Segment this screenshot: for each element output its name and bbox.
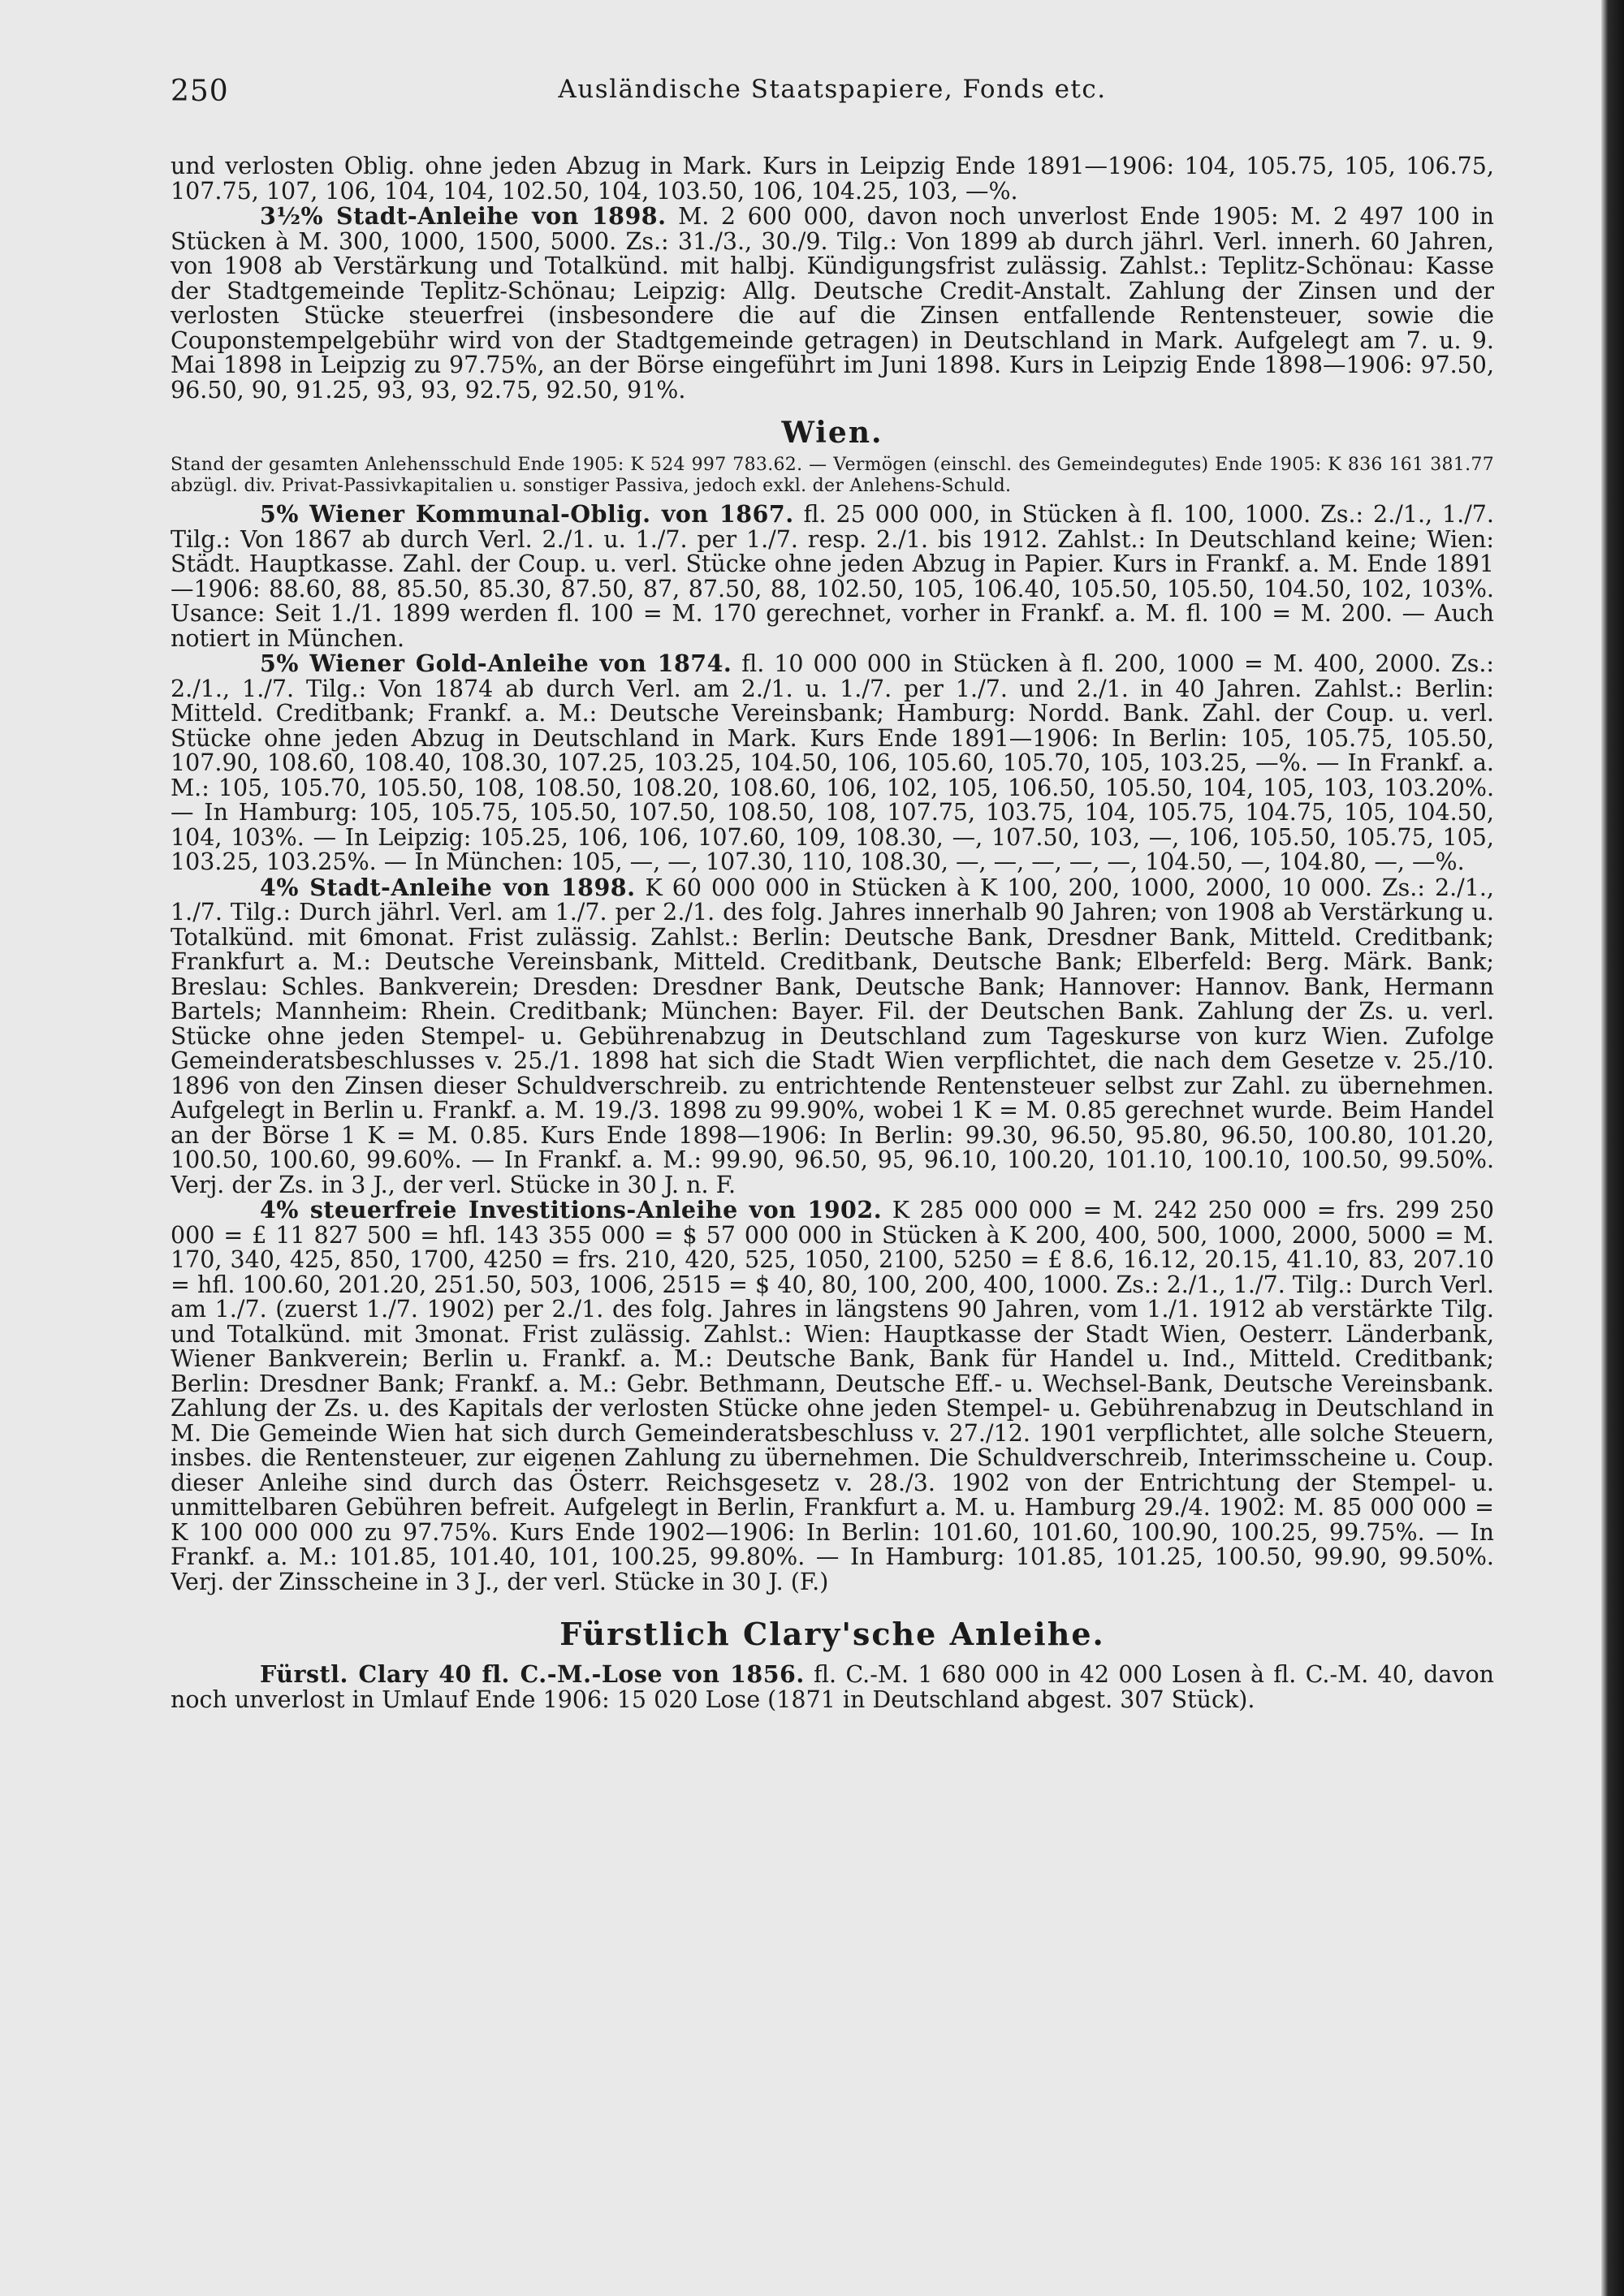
page-number: 250 (171, 75, 229, 108)
entry-kommunal-oblig-1867 (171, 502, 1494, 651)
entry-text: fl. 25 000 000, in Stücken à fl. 100, 1000. Zs.: 2./1., 1./7. Tilg.: Von 1867 ab durch Verl. 2./1. u. 1./7. per 1./7. resp. 2./1. bis 1912. Zahlst.: In Deutschland keine; Wien: Städt. Hauptkasse. Zahl. der Coup. u. verl. Stücke ohne jeden Abzug in Papier. Kurs in Frankf. a. M. Ende 1891—1906: 88.60, 88, 85.50, 85.30, 87.50, 87, 87.50, 88, 102.50, 105, 106.40, 105.50, 105.50, 104.50, 102, 103%. Usance: Seit 1./1. 1899 werden fl. 100 = M. 170 gerechnet, vorher in Frankf. a. M. fl. 100 = M. 200. — Auch notiert in München. (171, 501, 1494, 652)
paragraph-text: und verlosten Oblig. ohne jeden Abzug in Mark. Kurs in Leipzig Ende 1891—1906: 104, 105.75, 105, 106.75, 107.75, 107, 106, 104, 104, 102.50, 104, 103.50, 106, 104.25, 103, —%. (171, 153, 1494, 205)
entry-heading: 5% Wiener Kommunal-Oblig. von 1867. (260, 500, 794, 528)
note-text: Stand der gesamten Anlehensschuld Ende 1905: K 524 997 783.62. — Vermögen (einschl. des Gemeindegutes) Ende 1905: K 836 161 381.77 abzügl. div. Privat-Passivkapitalien u. sonstiger Passiva, jedoch exkl. der Anlehens-Schuld. (171, 455, 1494, 496)
city-heading-wien: Wien. (781, 416, 883, 450)
entry-stadt-anleihe-1898-wien (171, 875, 1494, 1198)
document-page (171, 65, 1494, 2257)
entry-stadt-anleihe-1898-teplitz (171, 204, 1494, 403)
page-edge-shadow (1601, 0, 1624, 2296)
paragraph-continuation (171, 154, 1494, 204)
entry-heading: 3½% Stadt-Anleihe von 1898. (260, 202, 667, 230)
entry-text: K 285 000 000 = M. 242 250 000 = frs. 299 250 000 = £ 11 827 500 = hfl. 143 355 000 = $ 57 000 000 in Stücken à K 200, 400, 500, 1000, 2000, 5000 = M. 170, 340, 425, 850, 1700, 4250 = frs. 210, 420, 525, 1050, 2100, 5250 = £ 8.6, 16.12, 20.15, 41.10, 83, 207.10 = hfl. 100.60, 201.20, 251.50, 503, 1006, 2515 = $ 40, 80, 100, 200, 400, 1000. Zs.: 2./1., 1./7. Tilg.: Durch Verl. am 1./7. (zuerst 1./7. 1902) per 2./1. des folg. Jahres in längstens 90 Jahren, vom 1./1. 1912 ab verstärkte Tilg. und Totalkünd. mit 3monat. Frist zulässig. Zahlst.: Wien: Hauptkasse der Stadt Wien, Oesterr. Länderbank, Wiener Bankverein; Berlin u. Frankf. a. M.: Deutsche Bank, Bank für Handel u. Ind., Mitteld. Creditbank; Berlin: Dresdner Bank; Frankf. a. M.: Gebr. Bethmann, Deutsche Eff.- u. Wechsel-Bank, Deutsche Vereinsbank. Zahlung der Zs. u. des Kapitals der verlosten Stücke ohne jeden Stempel- u. Gebührenabzug in Deutschland in M. Die Gemeinde Wien hat sich durch Gemeinderatsbeschluss v. 27./12. 1901 verpflichtet, alle solche Steuern, insbes. die Rentensteuer, zur eigenen Zahlung zu übernehmen. Die Schuldverschreib, Interimsscheine u. Coup. dieser Anleihe sind durch das Österr. Reichsgesetz v. 28./3. 1902 von der Entrichtung der Stempel- u. unmittelbaren Gebühren befreit. Aufgelegt in Berlin, Frankfurt a. M. u. Hamburg 29./4. 1902: M. 85 000 000 = K 100 000 000 zu 97.75%. Kurs Ende 1902—1906: In Berlin: 101.60, 101.60, 100.90, 100.25, 99.75%. — In Frankf. a. M.: 101.85, 101.40, 101, 100.25, 99.80%. — In Hamburg: 101.85, 101.25, 100.50, 99.90, 99.50%. Verj. der Zinsscheine in 3 J., der verl. Stücke in 30 J. (F.) (171, 1197, 1494, 1595)
entry-text: fl. 10 000 000 in Stücken à fl. 200, 1000 = M. 400, 2000. Zs.: 2./1., 1./7. Tilg.: Von 1874 ab durch Verl. am 2./1. u. 1./7. per 1./7. und 2./1. in 40 Jahren. Zahlst.: Berlin: Mitteld. Creditbank; Frankf. a. M.: Deutsche Vereinsbank; Hamburg: Nordd. Bank. Zahl. der Coup. u. verl. Stücke ohne jeden Abzug in Deutschland in Mark. Kurs Ende 1891—1906: In Berlin: 105, 105.75, 105.50, 107.90, 108.60, 108.40, 108.30, 107.25, 103.25, 104.50, 106, 105.60, 105.70, 105, 103.25, —%. — In Frankf. a. M.: 105, 105.70, 105.50, 108, 108.50, 108.20, 108.60, 106, 102, 105, 106.50, 105.50, 104, 105, 103, 103.20%. — In Hamburg: 105, 105.75, 105.50, 107.50, 108.50, 108, 107.75, 103.75, 104, 105.75, 104.75, 105, 104.50, 104, 103%. — In Leipzig: 105.25, 106, 106, 107.60, 109, 108.30, —, 107.50, 103, —, 106, 105.50, 105.75, 105, 103.25, 103.25%. — In München: 105, —, —, 107.30, 110, 108.30, —, —, —, —, —, 104.50, —, 104.80, —, —%. (171, 650, 1494, 875)
entry-text: fl. C.-M. 1 680 000 in 42 000 Losen à fl. C.-M. 40, davon noch unverlost in Umlauf Ende 1906: 15 020 Lose (1871 in Deutschland abgest. 307 Stück). (171, 1661, 1494, 1713)
entry-heading: 4% steuerfreie Investitions-Anleihe von 1902. (260, 1196, 883, 1224)
entry-gold-anleihe-1874 (171, 651, 1494, 875)
entry-text: K 60 000 000 in Stücken à K 100, 200, 1000, 2000, 10 000. Zs.: 2./1., 1./7. Tilg.: Durch jährl. Verl. am 1./7. per 2./1. des folg. Jahres innerhalb 90 Jahren; von 1908 ab Verstärkung u. Totalkünd. mit 6monat. Frist zulässig. Zahlst.: Berlin: Deutsche Bank, Dresdner Bank, Mitteld. Creditbank; Frankfurt a. M.: Deutsche Vereinsbank, Mitteld. Creditbank, Deutsche Bank; Elberfeld: Berg. Märk. Bank; Breslau: Schles. Bankverein; Dresden: Dresdner Bank, Deutsche Bank; Hannover: Hannov. Bank, Hermann Bartels; Mannheim: Rhein. Creditbank; München: Bayer. Fil. der Deutschen Bank. Zahlung der Zs. u. verl. Stücke ohne jeden Stempel- u. Gebührenabzug in Deutschland zum Tageskurse von kurz Wien. Zufolge Gemeinderatsbeschlusses v. 25./1. 1898 hat sich die Stadt Wien verpflichtet, die nach dem Gesetze v. 25./10. 1896 von den Zinsen dieser Schuldverschreib. zu entrichtende Rentensteuer selbst zur Zahl. zu übernehmen. Aufgelegt in Berlin u. Frankf. a. M. 19./3. 1898 zu 99.90%, wobei 1 K = M. 0.85 gerechnet wurde. Beim Handel an der Börse 1 K = M. 0.85. Kurs Ende 1898—1906: In Berlin: 99.30, 96.50, 95.80, 96.50, 100.80, 101.20, 100.50, 100.60, 99.60%. — In Frankf. a. M.: 99.90, 96.50, 95, 96.10, 100.20, 101.10, 100.10, 100.50, 99.50%. Verj. der Zs. in 3 J., der verl. Stücke in 30 J. n. F. (171, 874, 1494, 1198)
entry-text: M. 2 600 000, davon noch unverlost Ende 1905: M. 2 497 100 in Stücken à M. 300, 1000, 1500, 5000. Zs.: 31./3., 30./9. Tilg.: Von 1899 ab durch jährl. Verl. innerh. 60 Jahren, von 1908 ab Verstärkung und Totalkünd. mit halbj. Kündigungsfrist zulässig. Zahlst.: Teplitz-Schönau: Kasse der Stadtgemeinde Teplitz-Schönau; Leipzig: Allg. Deutsche Credit-Anstalt. Zahlung der Zinsen und der verlosten Stücke steuerfrei (insbesondere die auf die Zinsen entfallende Rentensteuer, sowie die Couponstempelgebühr wird von der Stadtgemeinde getragen) in Deutschland in Mark. Aufgelegt am 7. u. 9. Mai 1898 in Leipzig zu 97.75%, an der Börse eingeführt im Juni 1898. Kurs in Leipzig Ende 1898—1906: 97.50, 96.50, 90, 91.25, 93, 93, 92.75, 92.50, 91%. (171, 203, 1494, 404)
debt-summary-note (171, 455, 1494, 497)
running-title: Ausländische Staatspapiere, Fonds etc. (558, 75, 1107, 104)
entry-heading: 5% Wiener Gold-Anleihe von 1874. (260, 650, 732, 677)
entry-clary-lose-1856 (171, 1662, 1494, 1712)
entry-investitions-anleihe-1902 (171, 1198, 1494, 1595)
page-body (171, 154, 1494, 1712)
entry-heading: 4% Stadt-Anleihe von 1898. (260, 873, 636, 901)
section-heading-clary: Fürstlich Clary'sche Anleihe. (559, 1616, 1105, 1652)
running-header (171, 65, 1494, 114)
entry-heading: Fürstl. Clary 40 fl. C.-M.-Lose von 1856. (260, 1660, 805, 1688)
